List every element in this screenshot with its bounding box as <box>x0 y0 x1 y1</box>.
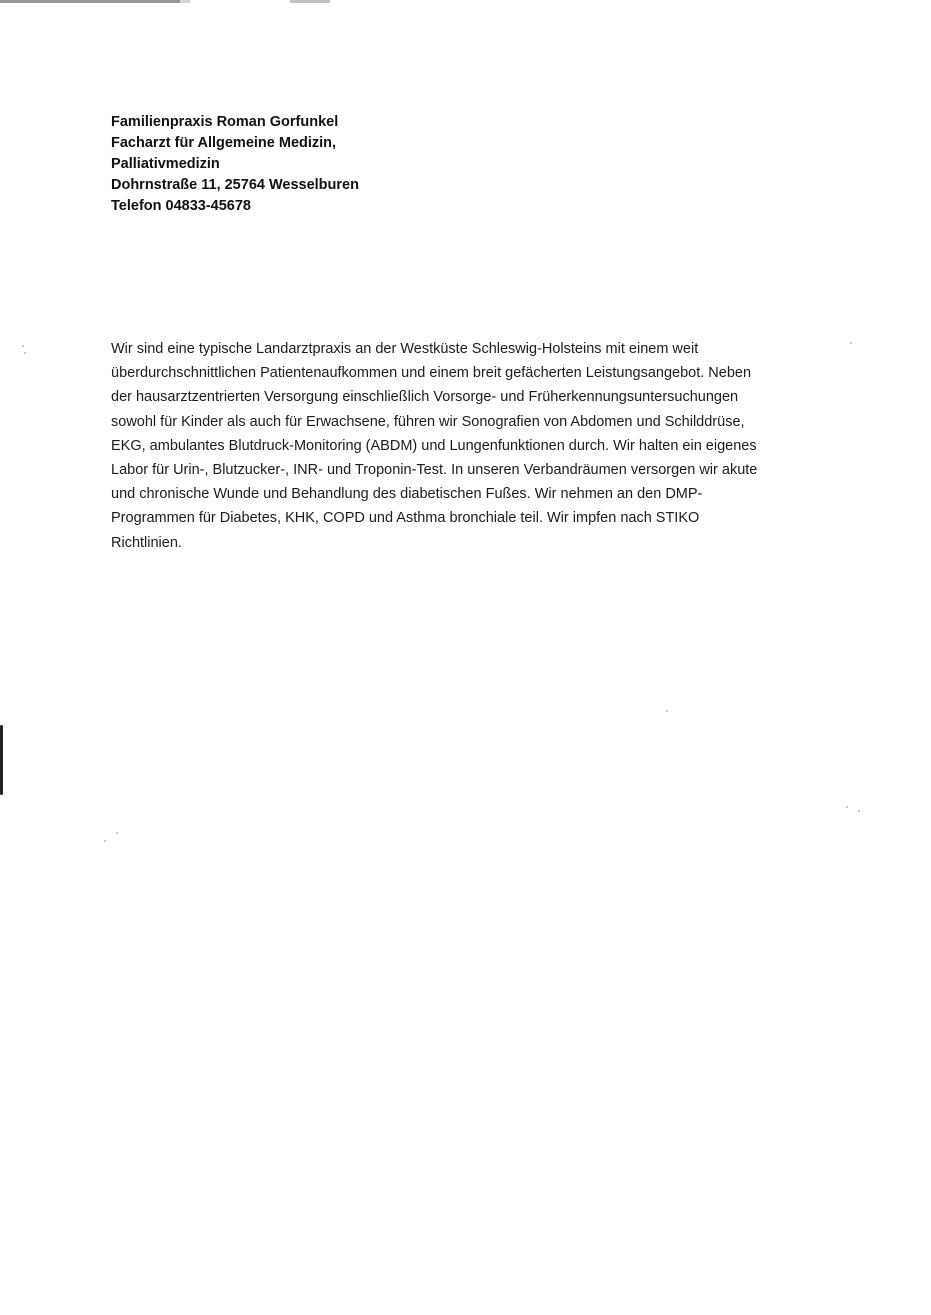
practice-description <box>111 337 821 555</box>
description-line: Wir sind eine typische Landarztpraxis an der Westküste Schleswig-Holsteins mit einem weit <box>111 341 699 357</box>
scan-speck <box>24 352 26 354</box>
description-line: Programmen für Diabetes, KHK, COPD und Asthma bronchiale teil. Wir impfen nach STIKO <box>111 510 700 527</box>
description-line: Labor für Urin-, Blutzucker-, INR- und Troponin-Test. In unseren Verbandräumen versorgen wir akute <box>111 462 758 479</box>
scan-speck <box>846 806 848 808</box>
description-line: der hausarztzentrierten Versorgung einschließlich Vorsorge- und Früherkennungsuntersuchungen <box>111 389 739 406</box>
description-line: und chronische Wunde und Behandlung des diabetischen Fußes. Wir nehmen an den DMP- <box>111 486 703 503</box>
scan-edge-left <box>0 725 3 795</box>
specialty-line-1: Facharzt für Allgemeine Medizin, <box>111 135 337 151</box>
scan-speck <box>666 710 668 712</box>
scan-edge-top <box>0 0 931 3</box>
scan-speck <box>104 840 106 842</box>
practice-name: Familienpraxis Roman Gorfunkel <box>111 114 339 130</box>
practice-address: Dohrnstraße 11, 25764 Wesselburen <box>111 177 359 193</box>
description-line: EKG, ambulantes Blutdruck-Monitoring (ABDM) und Lungenfunktionen durch. Wir halten ein eigenes <box>111 437 757 454</box>
scan-speck <box>858 810 860 812</box>
scan-speck <box>850 342 852 344</box>
letterhead <box>111 112 511 217</box>
practice-phone: Telefon 04833-45678 <box>111 198 251 214</box>
scan-speck <box>22 345 24 347</box>
scan-speck <box>116 832 118 834</box>
description-line: sowohl für Kinder als auch für Erwachsene, führen wir Sonografien von Abdomen und Schilddrüse, <box>111 413 745 430</box>
specialty-line-2: Palliativmedizin <box>111 156 220 172</box>
description-line: Richtlinien. <box>111 534 182 551</box>
description-line: überdurchschnittlichen Patientenaufkommen und einem breit gefächerten Leistungsangebot. Neben <box>111 365 752 382</box>
